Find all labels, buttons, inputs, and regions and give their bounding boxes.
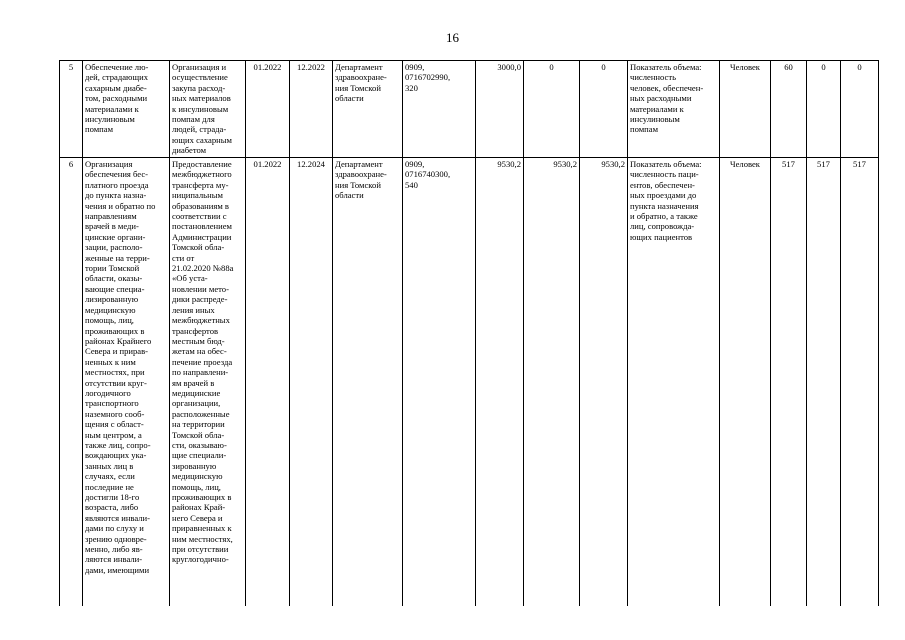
measure-name: Обеспечение лю- дей, страдающих сахарным диабе- том, расходными материалами к инсулиновым помпам: [83, 61, 170, 158]
indicator-unit: Человек: [720, 61, 771, 158]
budget-code: 0909, 0716702990, 320: [403, 61, 476, 158]
funding-year-2: 9530,2: [524, 158, 580, 607]
indicator-name: Показатель объема: численность человек, обеспечен- ных расходными материалами к инсулиновым помпам: [628, 61, 720, 158]
funding-year-2: 0: [524, 61, 580, 158]
page-number: 16: [446, 30, 459, 45]
activity-description: Организация и осуществление закупа расход- ных материалов к инсулиновым помпам для людей, страда- ющих сахарным диабетом: [170, 61, 246, 158]
indicator-value-1: 60: [771, 61, 807, 158]
table-row: [60, 61, 879, 158]
program-activities-table: [59, 60, 879, 606]
indicator-value-2: 0: [807, 61, 841, 158]
executor: Департамент здравоохране- ния Томской области: [333, 61, 403, 158]
measure-name: Организация обеспечения бес- платного проезда до пункта назна- чения и обратно по направлениям врачей в меди- цинские органи- зации, располо- женные на терри- тории Томской области, оказы- вающие специа- лизированную медицинскую помощь, лиц, проживающих в районах Крайнего Севера и прирав- ненных к ним местностях, при отсутствии круг- логодичного транспортного наземного сооб- щения с област- ным центром, а также лиц, сопро- вождающих ука- занных лиц в случаях, если последние не достигли 18-го возраста, либо являются инвали- дами по слуху и зрению одновре- менно, либо яв- ляются инвали- дами, имеющими: [83, 158, 170, 607]
indicator-name: Показатель объема: численность паци- ентов, обеспечен- ных проездами до пункта назначения и обратно, а также лиц, сопровожда- ющих пациентов: [628, 158, 720, 607]
row-number: 6: [60, 158, 83, 607]
start-date: 01.2022: [246, 158, 290, 607]
indicator-value-3: 0: [841, 61, 879, 158]
indicator-value-3: 517: [841, 158, 879, 607]
table-row: [60, 158, 879, 607]
end-date: 12.2024: [290, 158, 333, 607]
indicator-value-2: 517: [807, 158, 841, 607]
start-date: 01.2022: [246, 61, 290, 158]
funding-year-1: 3000,0: [476, 61, 524, 158]
indicator-value-1: 517: [771, 158, 807, 607]
funding-year-1: 9530,2: [476, 158, 524, 607]
row-number: 5: [60, 61, 83, 158]
funding-year-3: 0: [580, 61, 628, 158]
executor: Департамент здравоохране- ния Томской области: [333, 158, 403, 607]
indicator-unit: Человек: [720, 158, 771, 607]
funding-year-3: 9530,2: [580, 158, 628, 607]
activity-description: Предоставление межбюджетного трансферта му- ниципальным образованиям в соответствии с постановлением Администрации Томской обла- сти от 21.02.2020 №88а «Об уста- новлении мето- дики распреде- ления иных межбюджетных трансфертов местным бюд- жетам на обес- печение проезда по направлени- ям врачей в медицинские организации, расположенные на территории Томской обла- сти, оказываю- щие специали- зированную медицинскую помощь, лиц, проживающих в районах Край- него Севера и приравненных к ним местностях, при отсутствии круглогодично-: [170, 158, 246, 607]
end-date: 12.2022: [290, 61, 333, 158]
budget-code: 0909, 0716740300, 540: [403, 158, 476, 607]
